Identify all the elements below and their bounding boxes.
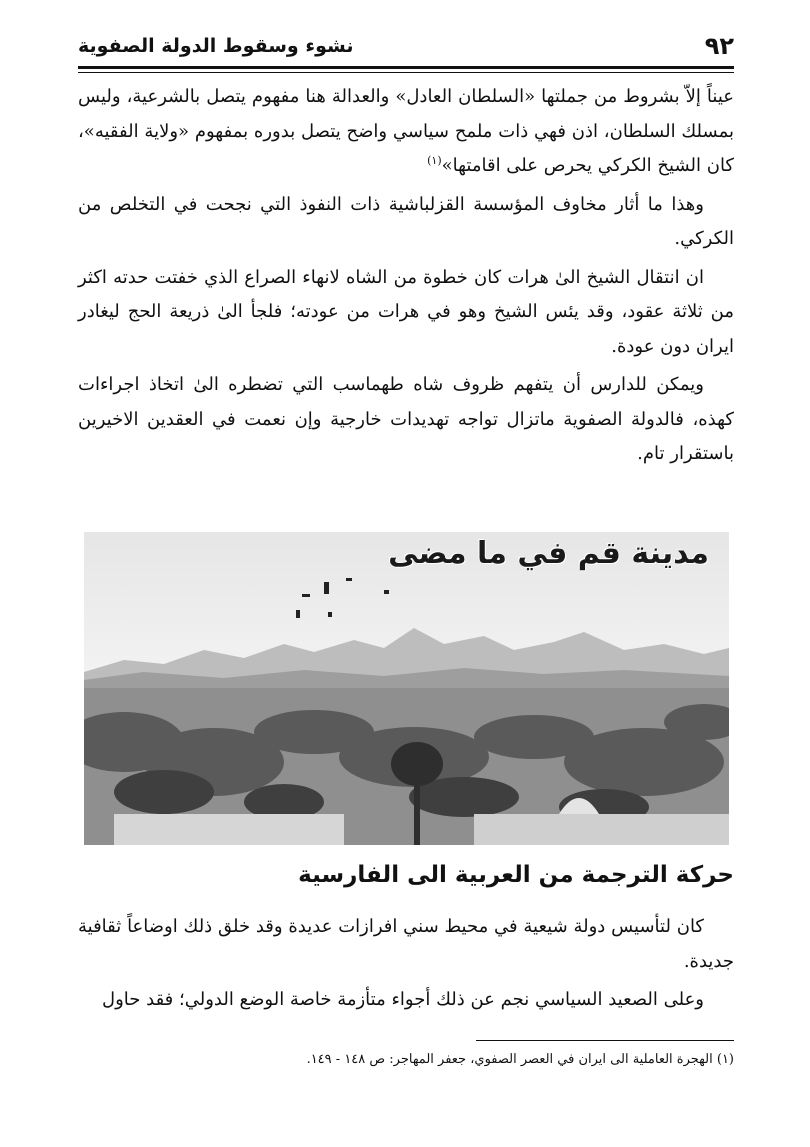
body-text-top [78,80,734,476]
paragraph: عيناً إلاّ بشروط من جملتها «السلطان العادل» والعدالة هنا مفهوم يتصل بالشرعية، وليس بمسلك السلطان، اذن فهي ذات ملمح سياسي واضح يتصل بدوره بمفهوم «ولاية الفقيه»، كان الشيخ الكركي يحرص على اقامتها»$^{(١)}$ [78,86,734,176]
paragraph: وعلى الصعيد السياسي نجم عن ذلك أجواء متأزمة خاصة الوضع الدولي؛ فقد حاول [102,989,704,1010]
city-engraving-image [84,532,729,845]
header-rule-thin [78,72,734,73]
header-rule-thick [78,66,734,69]
running-title: نشوء وسقوط الدولة الصفوية [78,35,354,57]
footnote-reference: (١) [427,154,442,167]
page-number: ٩٢ [704,32,734,60]
paragraph: وهذا ما أثار مخاوف المؤسسة القزلباشية ذات النفوذ التي نجحت في التخلص من الكركي. [78,193,734,249]
page-header [78,28,734,64]
paragraph: ان انتقال الشيخ الىٰ هرات كان خطوة من الشاه لانهاء الصراع الذي خفتت حدته اكثر من ثلاثة عقود، وقد يئس الشيخ وهو في هرات من عودته؛ فلجأ الىٰ ذريعة الحج ليغادر ايران دون عودة. [78,266,734,357]
section-heading: حركة الترجمة من العربية الى الفارسية [298,862,734,888]
figure-caption: مدينة قم في ما مضى [388,536,709,571]
qom-engraving-figure [84,532,729,845]
footnote: (١) الهجرة العاملية الى ايران في العصر الصفوي، جعفر المهاجر: ص ١٤٨ - ١٤٩. [306,1052,734,1067]
body-text-bottom [78,910,734,1022]
paragraph: ويمكن للدارس أن يتفهم ظروف شاه طهماسب التي تضطره الىٰ اتخاذ اجراءات كهذه، فالدولة الصفوية ماتزال تواجه تهديدات خارجية وإن نعمت في العقدين الاخيرين باستقرار تام. [78,374,734,464]
footnote-rule [476,1040,734,1041]
paragraph: كان لتأسيس دولة شيعية في محيط سني افرازات عديدة وقد خلق ذلك اوضاعاً ثقافية جديدة. [78,916,734,972]
